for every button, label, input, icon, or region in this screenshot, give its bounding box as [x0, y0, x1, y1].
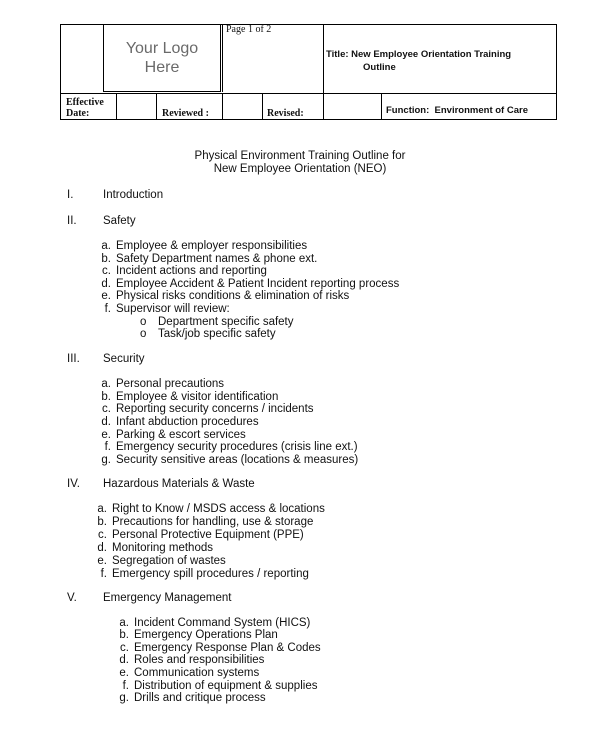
- item-letter: c.: [102, 265, 111, 277]
- header-divider: [116, 93, 117, 119]
- revised-label: Revised:: [267, 108, 304, 119]
- list-item: [89, 516, 313, 529]
- item-letter: a.: [97, 503, 107, 515]
- item-letter: b.: [101, 253, 111, 265]
- sub-list-item: [140, 328, 276, 341]
- section-label: Introduction: [103, 189, 164, 201]
- document-title-line2: New Employee Orientation (NEO): [213, 163, 387, 175]
- header-divider: [61, 93, 556, 94]
- item-text: Security sensitive areas (locations & measures): [116, 454, 359, 466]
- list-item: [93, 240, 307, 253]
- sub-item-text: Task/job specific safety: [158, 328, 276, 340]
- item-text: Emergency Response Plan & Codes: [134, 642, 321, 654]
- logo-text-line2: Here: [144, 59, 180, 76]
- effective-line2: Date:: [66, 108, 90, 119]
- item-text: Employee & employer responsibilities: [116, 240, 308, 252]
- effective-line1: Effective: [66, 97, 104, 108]
- item-letter: a.: [119, 617, 129, 629]
- item-letter: a.: [101, 240, 111, 252]
- logo-text-line1: Your Logo: [125, 40, 199, 57]
- list-item: [93, 378, 224, 391]
- item-text: Safety Department names & phone ext.: [116, 253, 318, 265]
- item-letter: b.: [101, 391, 111, 403]
- sub-bullet: o: [140, 328, 147, 340]
- section-number: III.: [67, 353, 80, 365]
- title-line2: Outline: [363, 62, 396, 73]
- item-letter: b.: [97, 516, 107, 528]
- item-text: Drills and critique process: [134, 692, 266, 704]
- list-item: [93, 265, 267, 278]
- sub-bullet: o: [140, 316, 147, 328]
- item-text: Physical risks conditions & elimination of risks: [116, 290, 350, 302]
- header-divider: [156, 93, 157, 119]
- item-letter: e.: [101, 290, 111, 302]
- section-label: Hazardous Materials & Waste: [103, 478, 255, 490]
- section-number: II.: [67, 215, 77, 227]
- item-text: Right to Know / MSDS access & locations: [112, 503, 325, 515]
- header-divider: [222, 25, 223, 92]
- item-text: Emergency security procedures (crisis line ext.): [116, 441, 358, 453]
- item-text: Infant abduction procedures: [116, 416, 259, 428]
- list-item: [89, 555, 226, 568]
- item-letter: c.: [98, 529, 107, 541]
- list-item: [93, 290, 349, 303]
- list-item: [89, 568, 309, 581]
- item-letter: f.: [104, 441, 111, 453]
- item-text: Supervisor will review:: [116, 303, 230, 315]
- item-letter: g.: [101, 454, 111, 466]
- item-text: Precautions for handling, use & storage: [112, 516, 314, 528]
- header-divider: [323, 25, 324, 119]
- list-item: [89, 542, 213, 555]
- item-text: Personal precautions: [116, 378, 225, 390]
- list-item: [89, 529, 304, 542]
- item-letter: e.: [97, 555, 107, 567]
- item-text: Employee Accident & Patient Incident reporting process: [116, 278, 400, 290]
- page-number: Page 1 of 2: [226, 24, 272, 35]
- section-label: Safety: [103, 215, 136, 227]
- item-letter: d.: [101, 278, 111, 290]
- section-number: I.: [67, 189, 74, 201]
- list-item: [111, 667, 259, 680]
- function-label: Function: Environment of Care: [386, 105, 528, 116]
- item-text: Monitoring methods: [112, 542, 213, 554]
- item-text: Employee & visitor identification: [116, 391, 279, 403]
- item-letter: b.: [119, 629, 129, 641]
- item-letter: c.: [120, 642, 129, 654]
- item-text: Reporting security concerns / incidents: [116, 403, 314, 415]
- list-item: [93, 441, 358, 454]
- reviewed-label: Reviewed :: [162, 108, 209, 119]
- section-label: Security: [103, 353, 145, 365]
- item-letter: d.: [97, 542, 107, 554]
- header-divider: [381, 93, 382, 119]
- item-letter: f.: [122, 680, 129, 692]
- section-number: IV.: [67, 478, 81, 490]
- section-number: V.: [67, 592, 77, 604]
- list-item: [93, 403, 314, 416]
- list-item: [111, 654, 264, 667]
- item-letter: g.: [119, 692, 129, 704]
- item-letter: d.: [119, 654, 129, 666]
- sub-item-text: Department specific safety: [158, 316, 294, 328]
- document-title-line1: Physical Environment Training Outline for: [194, 150, 406, 162]
- item-text: Distribution of equipment & supplies: [134, 680, 318, 692]
- header-divider: [222, 93, 223, 119]
- logo-placeholder: [103, 24, 221, 92]
- list-item: [111, 692, 266, 705]
- item-text: Emergency spill procedures / reporting: [112, 568, 309, 580]
- item-letter: d.: [101, 416, 111, 428]
- item-text: Emergency Operations Plan: [134, 629, 278, 641]
- item-text: Roles and responsibilities: [134, 654, 265, 666]
- item-text: Segregation of wastes: [112, 555, 226, 567]
- list-item: [111, 629, 278, 642]
- item-text: Incident actions and reporting: [116, 265, 267, 277]
- item-text: Personal Protective Equipment (PPE): [112, 529, 304, 541]
- item-letter: c.: [102, 403, 111, 415]
- item-letter: f.: [100, 568, 107, 580]
- header-divider: [262, 93, 263, 119]
- item-letter: e.: [119, 667, 129, 679]
- list-item: [93, 454, 358, 467]
- item-letter: e.: [101, 429, 111, 441]
- section-label: Emergency Management: [103, 592, 232, 604]
- item-text: Incident Command System (HICS): [134, 617, 311, 629]
- item-letter: f.: [104, 303, 111, 315]
- effective-date-label: [66, 97, 104, 119]
- list-item: [93, 303, 230, 316]
- list-item: [89, 503, 325, 516]
- title-line1: Title: New Employee Orientation Training: [326, 49, 512, 60]
- item-letter: a.: [101, 378, 111, 390]
- list-item: [93, 416, 259, 429]
- item-text: Parking & escort services: [116, 429, 246, 441]
- item-text: Communication systems: [134, 667, 260, 679]
- doc-title-header: [326, 48, 551, 74]
